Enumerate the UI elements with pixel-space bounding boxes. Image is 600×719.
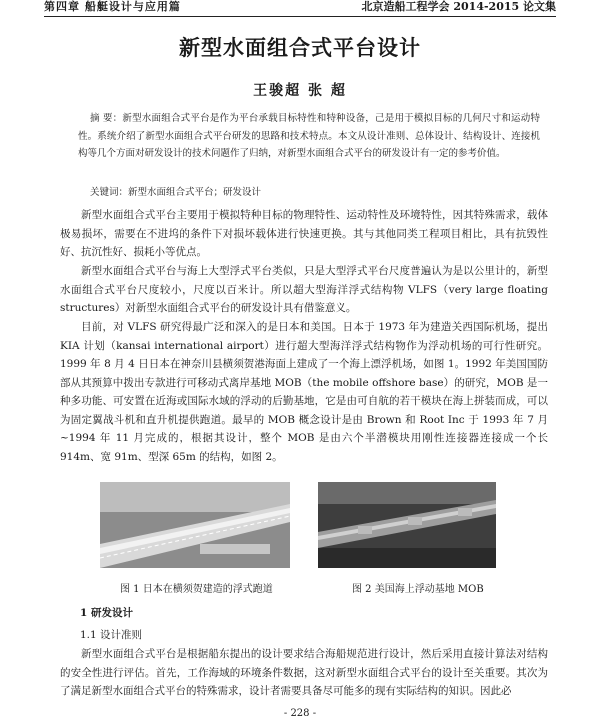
paper-title: 新型水面组合式平台设计 [179,35,421,60]
figure-mobile-offshore-base-photo [318,482,496,568]
figure-2-caption: 图 2 美国海上浮动基地 MOB [352,584,484,595]
figure-floating-runway-photo [100,482,290,568]
journal-label: 北京造船工程学会 2014-2015 论文集 [361,0,556,13]
body-paragraph-1: 新型水面组合式平台主要用于模拟特种目标的物理特性、运动特性及环境特性，因其特殊需求，载体极易损坏，需要在不进坞的条件下对损坏载体进行快速更换。其与其他同类工程项目相比，具有抗毁性好、抗沉性好、损耗小等优点。 [60,209,548,258]
section-heading: 1 研发设计 [80,607,133,619]
running-header [44,0,556,17]
chapter-label: 第四章 船艇设计与应用篇 [44,0,181,13]
figure-1-caption: 图 1 日本在横须贺建造的浮式跑道 [120,584,273,595]
mob-illustration [318,482,496,568]
abstract: 摘 要：新型水面组合式平台是作为平台承载目标特性和特种设备，己是用于模拟目标的几何尺寸和运动特性。系统介绍了新型水面组合式平台研发的思路和技术特点。本文从设计准则、总体设计、结构设计、连接机构等几个方面对研发设计的技术问题作了归纳，对新型水面组合式平台的研发设计有一定的参考价值。 [78,113,540,159]
paper-authors: 王骏超 张 超 [253,83,347,99]
body-paragraph-4: 新型水面组合式平台是根据船东提出的设计要求结合海船规范进行设计，然后采用直接计算法对结构的安全性进行评估。首先，工作海域的环境条件数据，这对新型水面组合式平台的设计至关重要。其次为了满足新型水面组合式平台的特殊需求，设计者需要具备尽可能多的现有实际结构的知识。因此必 [60,648,548,697]
body-paragraph-2: 新型水面组合式平台与海上大型浮式平台类似，只是大型浮式平台尺度普遍认为是以公里计的，新型水面组合式平台尺度较小，尺度以百米计。所以超大型海洋浮式结构物 VLFS（very large floating structures）对新型水面组合式平台的研发设计具有借鉴意义。 [60,265,548,314]
keywords: 关键词：新型水面组合式平台；研发设计 [90,187,262,198]
floating-runway-illustration [100,482,290,568]
subsection-heading: 1.1 设计准则 [80,629,143,641]
page-number: - 228 - [283,708,317,719]
body-paragraph-3: 目前，对 VLFS 研究得最广泛和深入的是日本和美国。日本于 1973 年为建造关西国际机场，提出 KIA 计划（kansai international airport）进行超大型海洋浮式结构物作为浮动机场的可行性研究。1999 年 8 月 4 日日本在神奈川县横须贺港海面上建成了一个海上漂浮机场，如图 1。1992 年美国国防部从其预算中拨出专款进行可移动式离岸基地 MOB（the mobile offshore base）的研究，MOB 是一种多功能、可安置在近海或国际水域的浮动的后勤基地，它是由可自航的若干模块在海上拼装而成，可以为固定翼战斗机和直升机提供跑道。最早的 MOB 概念设计是由 Brown 和 Root Inc 于 1993 年 7 月~1994 年 11 月完成的，根据其设计，整个 MOB 是由六个半潜模块用刚性连接器连接成一个长 914m、宽 91m、型深 65m 的结构，如图 2。 [60,321,548,463]
